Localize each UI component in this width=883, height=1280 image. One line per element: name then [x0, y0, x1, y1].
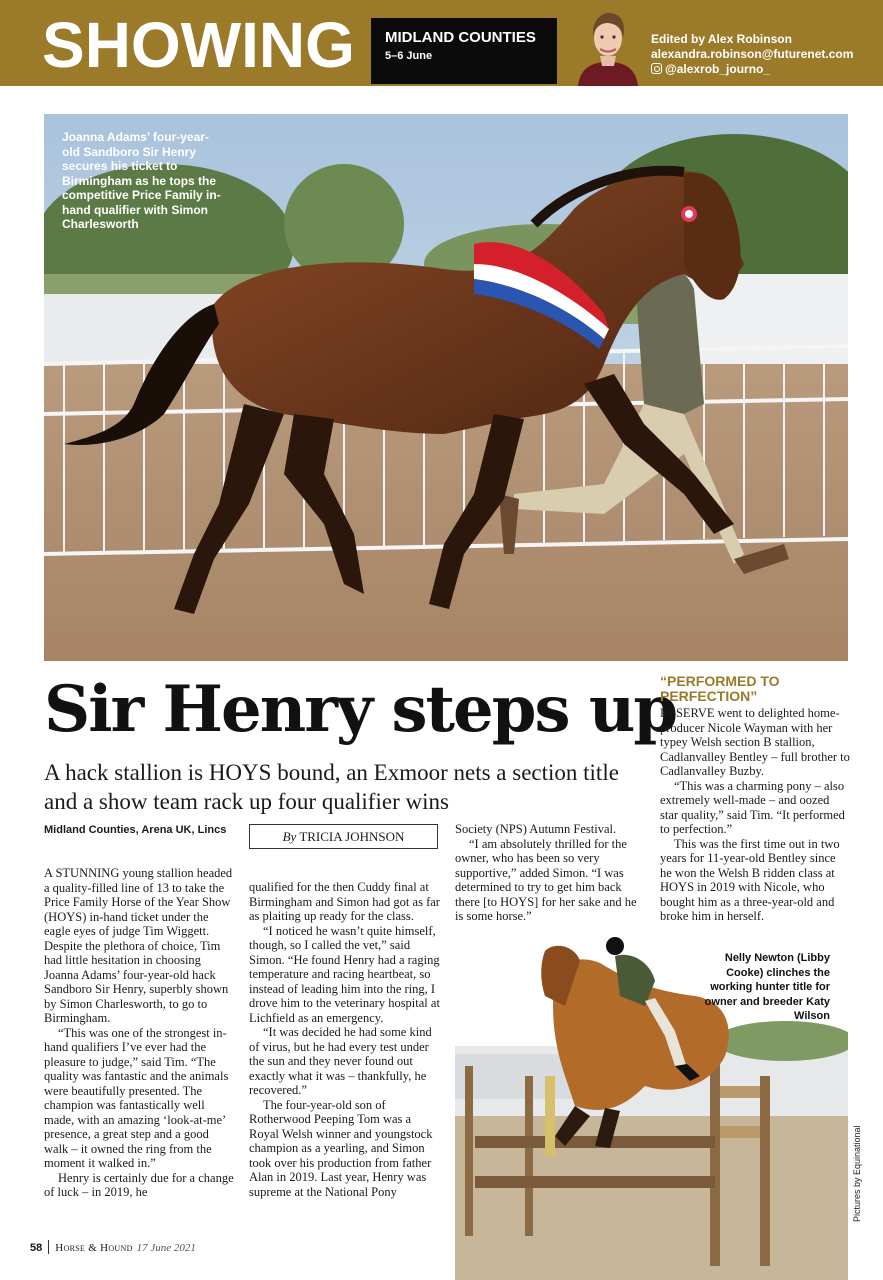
page-footer: [30, 1240, 196, 1255]
sidebar-paragraph: This was the first time out in two years for 11-year-old Bentley since he won the Welsh B ridden class at HOYS in 2019 with Nicole, who bought him as a three-year-old and broke him in herself.: [660, 836, 840, 923]
sidebar-paragraph: “This was a charming pony – also extremely well-made – and oozed star quality,” said Tim. “It performed to perfection.”: [660, 778, 845, 836]
body-paragraph: A STUNNING young stallion headed a quality-filled line of 13 to take the Price Family Horse of the Year Show (HOYS) in-hand ticket under the eagle eyes of judge Tim Wiggett. Despite the plethora of choice, Tim had little hesitation in choosing Joanna Adams’ four-year-old hack Sandboro Sir Henry, superbly shown by Simon Charlesworth, to go to Birmingham.: [44, 866, 233, 1025]
section-header-band: [0, 0, 883, 86]
section-title: SHOWING: [42, 9, 355, 81]
editor-email[interactable]: alexandra.robinson@futurenet.com: [651, 47, 854, 61]
body-paragraph: “It was decided he had some kind of virus, but he had every test under the sun and they never found out exactly what it was – thankfully, he recovered.”: [249, 1025, 432, 1097]
body-paragraph: “I noticed he wasn’t quite himself, though, so I called the vet,” said Simon. “He found Henry had a raging temperature and racing heartbeat, so instead of leading him into the ring, I drove him to the veterinary hospital at Lichfield as an emergency.: [249, 923, 440, 1025]
body-paragraph: “This was one of the strongest in-hand qualifiers I’ve ever had the pleasure to judge,” said Tim. “The quality was fantastic and the animals were beautifully presented. The champion was fantastically well made, with an amazing ‘look-at-me’ presence, a great step and a good walk – it owned the ring from the moment it walked in.”: [44, 1025, 229, 1170]
show-dates: 5–6 June: [385, 50, 433, 62]
show-name: MIDLAND COUNTIES: [385, 29, 536, 46]
editor-handle: @alexrob_journo_: [665, 62, 771, 76]
show-info-box: [371, 18, 557, 84]
article-byline: [249, 824, 438, 849]
page-number: 58: [30, 1242, 43, 1254]
byline-author: TRICIA JOHNSON: [299, 829, 405, 844]
editor-social[interactable]: [651, 62, 853, 77]
editor-portrait: [570, 6, 646, 86]
sidebar-subhead: “PERFORMED TO PERFECTION”: [660, 673, 780, 704]
article-column-1: [44, 866, 236, 1200]
footer-divider: [48, 1240, 49, 1254]
article-dateline: Midland Counties, Arena UK, Lincs: [44, 824, 227, 836]
article-column-2: [249, 880, 441, 1199]
issue-date: 17 June 2021: [136, 1242, 196, 1254]
photo-credit: Pictures by Equinational: [852, 1125, 862, 1222]
publication-name: Horse & Hound: [55, 1242, 133, 1254]
byline-prefix: By: [282, 829, 297, 844]
sidebar-paragraph: RESERVE went to delighted home-producer Nicole Wayman with her typey Welsh section B stallion, Cadlanvalley Bentley – full brother to Cadlanvalley Buzby.: [660, 706, 850, 778]
sidebar-body: [660, 706, 850, 924]
body-paragraph: Society (NPS) Autumn Festival.: [455, 822, 617, 836]
hero-photo-caption: Joanna Adams’ four-year-old Sandboro Sir Henry secures his ticket to Birmingham as he tops the competitive Price Family in-hand qualifier with Simon Charlesworth: [62, 130, 221, 231]
body-paragraph: Henry is certainly due for a change of luck – in 2019, he: [44, 1170, 234, 1199]
body-paragraph: The four-year-old son of Rotherwood Peeping Tom was a Royal Welsh winner and youngstock champion as a yearling, and Simon took over his production from father Alan in 2019. Last year, Henry was supreme at the National Pony: [249, 1097, 433, 1199]
article-standfirst: A hack stallion is HOYS bound, an Exmoor nets a section title and a show team rack up four qualifier wins: [44, 760, 619, 814]
body-paragraph: qualified for the then Cuddy final at Birmingham and Simon had got as far as plaiting up ready for the class.: [249, 880, 440, 923]
body-paragraph: “I am absolutely thrilled for the owner, who has been so very supportive,” added Simon. “I was determined to try to get him back there [to HOYS] for her sake and he is some horse.”: [455, 836, 637, 923]
editor-name: Edited by Alex Robinson: [651, 32, 792, 46]
instagram-icon: [651, 63, 662, 74]
article-column-3: [455, 822, 647, 924]
editor-info: [651, 32, 853, 77]
article-headline: Sir Henry steps up: [44, 672, 677, 747]
photo-working-hunter-caption: Nelly Newton (Libby Cooke) clinches the working hunter title for owner and breeder Katy Wilson: [704, 952, 830, 1022]
